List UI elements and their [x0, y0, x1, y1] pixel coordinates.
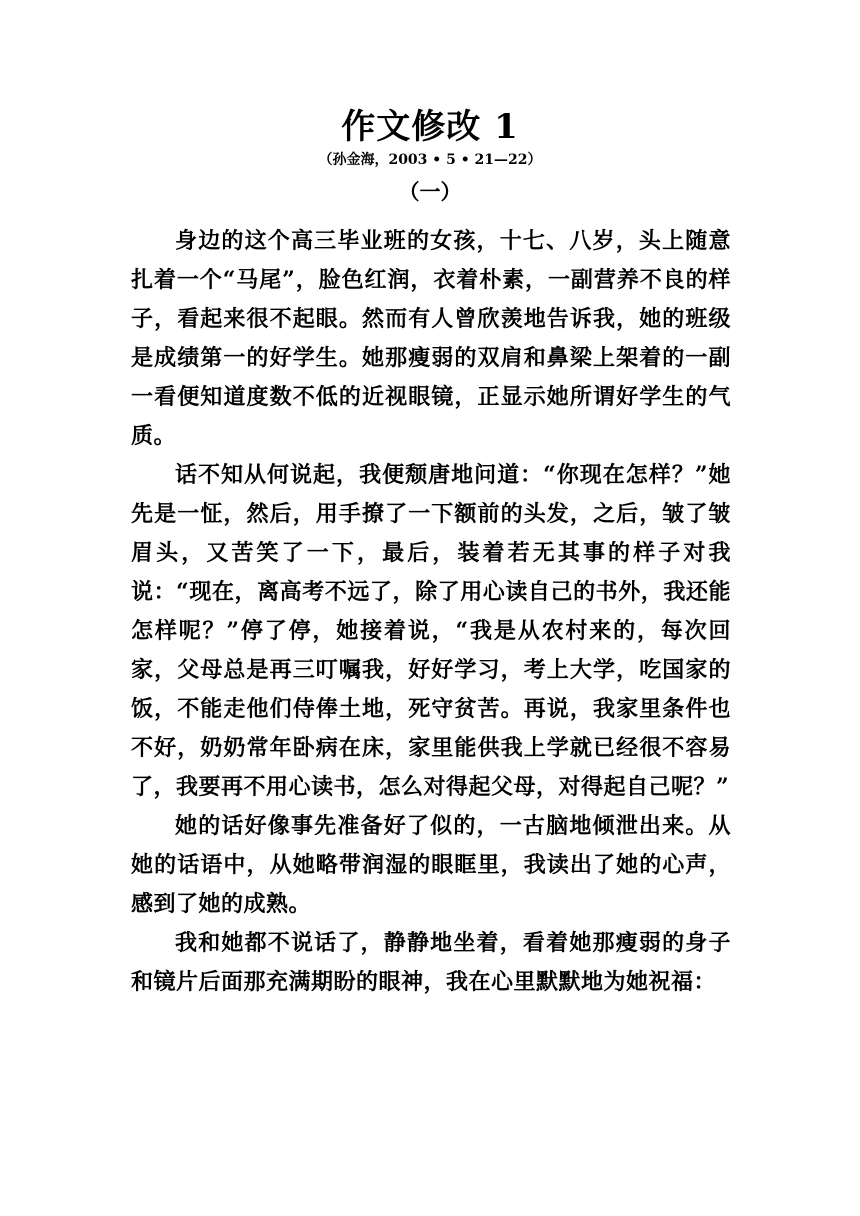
- paragraph-1: 身边的这个高三毕业班的女孩，十七、八岁，头上随意扎着一个“马尾”，脸色红润，衣着朴素，一副营养不良的样子，看起来很不起眼。然而有人曾欣羡地告诉我，她的班级是成绩第一的好学生。她那瘦弱的双肩和鼻梁上架着的一副一看便知道度数不低的近视眼镜，正显示她所谓好学生的气质。: [131, 228, 731, 449]
- paragraph-4: 我和她都不说话了，静静地坐着，看着她那瘦弱的身子和镜片后面那充满期盼的眼神，我在心里默默地为她祝福：: [131, 930, 731, 995]
- paragraph-3: 她的话好像事先准备好了似的，一古脑地倾泄出来。从她的话语中，从她略带润湿的眼眶里，我读出了她的心声，感到了她的成熟。: [131, 813, 731, 917]
- document-subtitle: （孙金海，2003 • 5 • 21—22）: [318, 152, 542, 168]
- paragraph-2: 话不知从何说起，我便颓唐地问道：“你现在怎样？”她先是一怔，然后，用手撩了一下额前的头发，之后，皱了皱眉头，又苦笑了一下，最后，装着若无其事的样子对我说：“现在，离高考不远了，除了用心读自己的书外，我还能怎样呢？”停了停，她接着说，“我是从农村来的，每次回家，父母总是再三叮嘱我，好好学习，考上大学，吃国家的饭，不能走他们侍俸土地，死守贫苦。再说，我家里条件也不好，奶奶常年卧病在床，家里能供我上学就已经很不容易了，我要再不用心读书，怎么对得起父母，对得起自己呢？”: [131, 462, 731, 800]
- section-number: （一）: [398, 179, 462, 204]
- document-body: [131, 222, 731, 1002]
- document-title: 作文修改 1: [341, 107, 519, 147]
